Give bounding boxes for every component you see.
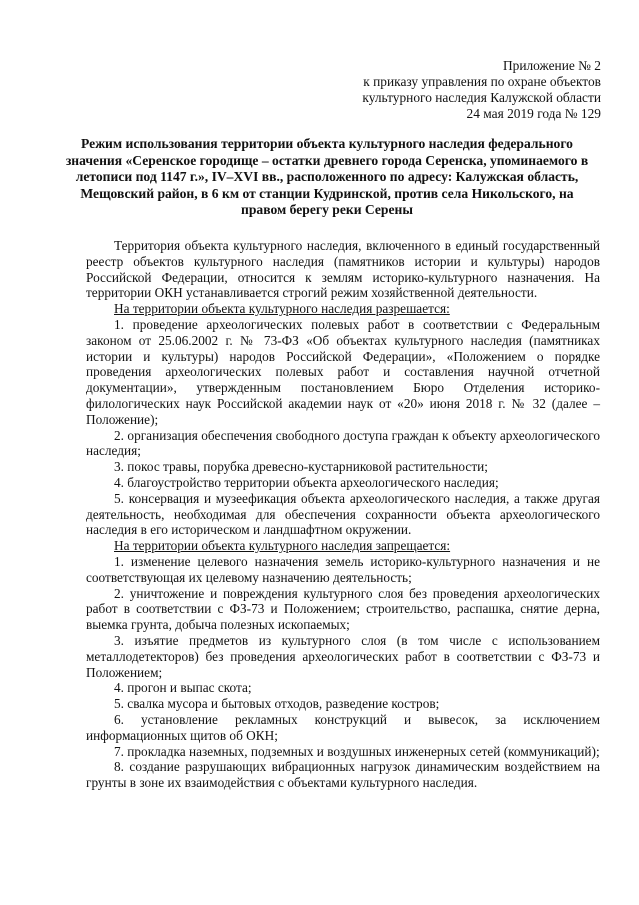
allowed-item: 1. проведение археологических полевых работ в соответствии с Федеральным законом от 25.06.2002 г. № 73-ФЗ «Об объектах культурного наследия (памятниках истории и культуры) народов Российской Федерации», «Положением о порядке проведения археологических полевых работ и составления научной отчетной документации», утвержденным постановлением Бюро Отделения историко-филологических наук Российской академии наук от «20» июня 2018 г. № 32 (далее – Положение);	[86, 316, 600, 427]
appendix-date: 24 мая 2019 года № 129	[466, 106, 601, 121]
forbidden-item: 8. создание разрушающих вибрационных нагрузок динамическим воздействием на грунты в зоне их взаимодействия с объектами культурного наследия.	[86, 759, 600, 791]
allowed-item: 5. консервация и музеефикация объекта археологического наследия, а также другая деятельность, необходимая для обеспечения сохранности объекта археологического наследия в его историческом и ландшафтном окружении.	[86, 490, 600, 538]
appendix-header	[301, 58, 601, 122]
forbidden-item: 6. установление рекламных конструкций и вывесок, за исключением информационных щитов об ОКН;	[86, 711, 600, 743]
intro-paragraph: Территория объекта культурного наследия, включенного в единый государственный реестр объектов культурного наследия (памятников истории и культуры) народов Российской Федерации, относится к землям историко-культурного назначения. На территории ОКН устанавливается строгий режим хозяйственной деятельности.	[86, 238, 600, 301]
forbidden-item: 3. изъятие предметов из культурного слоя (в том числе с использованием металлодетекторов) без проведения археологических работ в соответствии с ФЗ-73 и Положением;	[86, 632, 600, 680]
document-title: Режим использования территории объекта культурного наследия федерального значения «Серенское городище – остатки древнего города Серенска, упоминаемого в летописи под 1147 г.», IV–XVI вв., расположенного по адресу: Калужская область, Мещовский район, в 6 км от станции Кудринской, против села Никольского, на правом берегу реки Серены	[65, 136, 589, 217]
forbidden-heading: На территории объекта культурного наследия запрещается:	[114, 538, 451, 554]
appendix-order-ref: к приказу управления по охране объектов	[363, 74, 601, 89]
allowed-item: 4. благоустройство территории объекта археологического наследия;	[114, 474, 499, 490]
forbidden-item: 4. прогон и выпас скота;	[114, 680, 252, 696]
allowed-item: 3. покос травы, порубка древесно-кустарниковой растительности;	[114, 459, 488, 475]
forbidden-item: 5. свалка мусора и бытовых отходов, разведение костров;	[114, 696, 440, 712]
allowed-item: 2. организация обеспечения свободного доступа граждан к объекту археологического наследия;	[86, 427, 600, 459]
appendix-number: Приложение № 2	[502, 58, 601, 73]
allowed-heading: На территории объекта культурного наследия разрешается:	[114, 301, 450, 317]
document-body	[86, 238, 600, 791]
forbidden-item: 7. прокладка наземных, подземных и воздушных инженерных сетей (коммуникаций);	[114, 743, 600, 759]
forbidden-item: 2. уничтожение и повреждения культурного слоя без проведения археологических работ в соответствии с ФЗ-73 и Положением; строительство, распашка, снятие дерна, выемка грунта, добыча полезных ископаемых;	[86, 585, 600, 633]
appendix-authority: культурного наследия Калужской области	[362, 90, 601, 105]
forbidden-item: 1. изменение целевого назначения земель историко-культурного назначения и не соответствующая их целевому назначению деятельность;	[86, 553, 600, 585]
